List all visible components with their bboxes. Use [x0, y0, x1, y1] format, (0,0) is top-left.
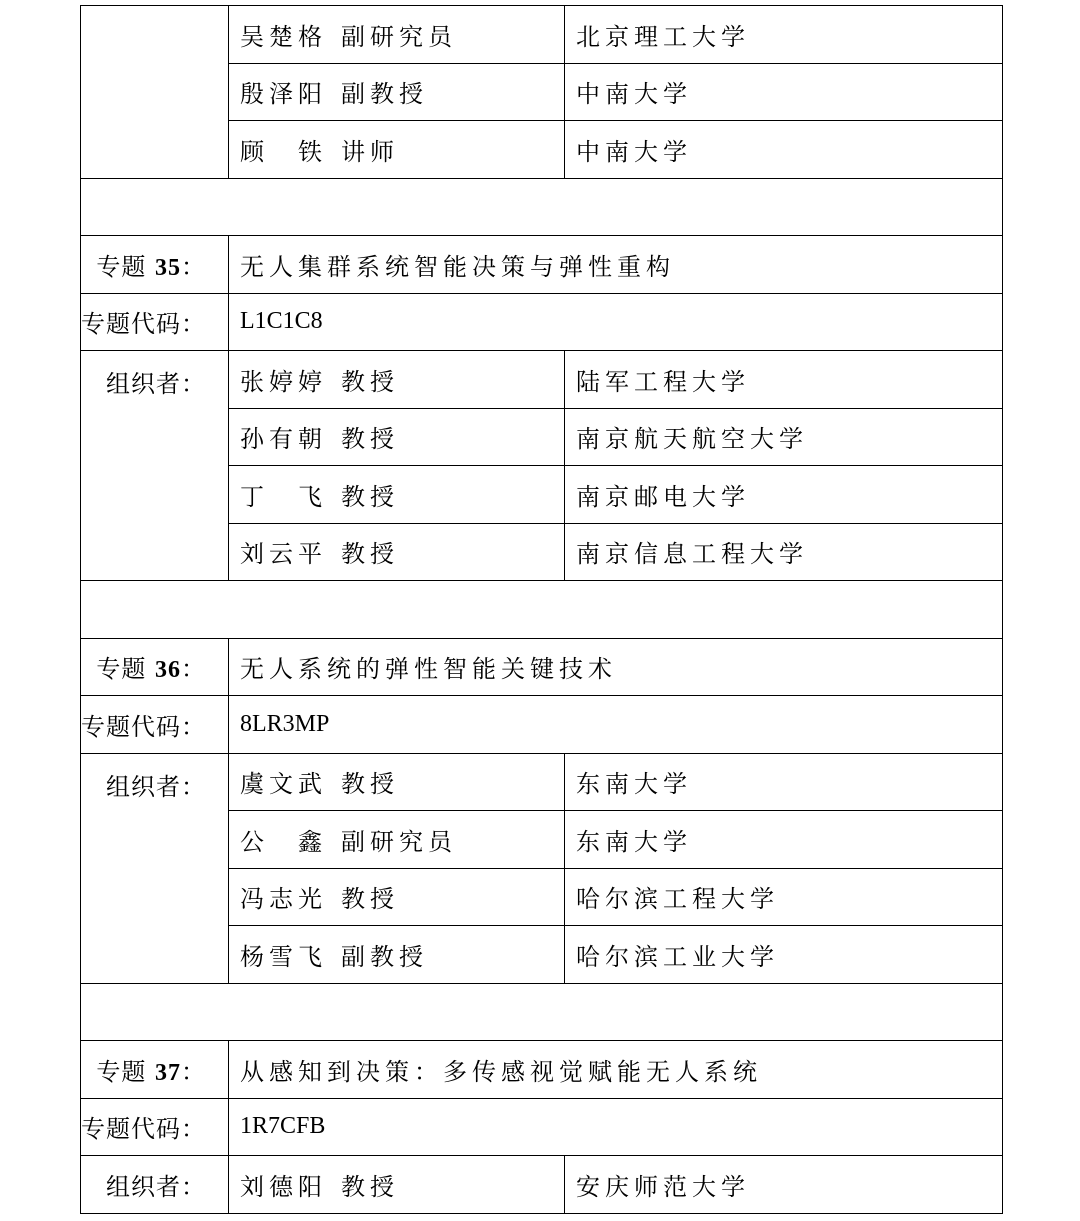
organizer-row [81, 1156, 1003, 1214]
topic-label [81, 638, 229, 696]
organizer-org: 哈尔滨工业大学 [565, 926, 1003, 984]
topic-number: 36 [155, 657, 181, 684]
topic-code-row [81, 696, 1003, 754]
organizer-org: 东南大学 [565, 753, 1003, 811]
code-label: 专题代码： [81, 1098, 229, 1156]
organizer-org: 安庆师范大学 [565, 1156, 1003, 1214]
topic-title-row [81, 1041, 1003, 1099]
topic-prefix: 专题 [96, 655, 147, 684]
topic-label [81, 236, 229, 294]
organizer-org: 中南大学 [565, 121, 1003, 179]
organizer-name: 吴楚格 [240, 22, 327, 51]
organizer-label-cell-continued [81, 6, 229, 179]
topic-title-row [81, 638, 1003, 696]
topic-code: L1C1C8 [229, 293, 1003, 351]
topic-title-row [81, 236, 1003, 294]
topic-code: 8LR3MP [229, 696, 1003, 754]
organizer-title: 教授 [341, 482, 399, 511]
organizer-org: 南京航天航空大学 [565, 408, 1003, 466]
topic-number: 37 [155, 1059, 181, 1086]
topic-title: 无人集群系统智能决策与弹性重构 [229, 236, 1003, 294]
organizer-org: 哈尔滨工程大学 [565, 868, 1003, 926]
organizer-title: 副教授 [341, 80, 428, 109]
organizer-name: 丁 飞 [240, 482, 327, 511]
organizer-org: 南京邮电大学 [565, 466, 1003, 524]
spacer-row [81, 983, 1003, 1041]
topic-number: 35 [155, 254, 181, 281]
topic-code-row [81, 293, 1003, 351]
organizer-name: 杨雪飞 [240, 942, 327, 971]
topic-code-row [81, 1098, 1003, 1156]
organizer-title: 教授 [341, 1172, 399, 1201]
organizer-person [229, 6, 565, 64]
organizer-person [229, 408, 565, 466]
organizer-person [229, 811, 565, 869]
organizer-name: 冯志光 [240, 885, 327, 914]
topics-table [80, 5, 1003, 1214]
organizer-person [229, 121, 565, 179]
organizer-name: 虞文武 [240, 770, 327, 799]
organizer-person [229, 868, 565, 926]
organizer-title: 教授 [341, 425, 399, 454]
organizer-person [229, 523, 565, 581]
topic-suffix: ： [181, 1057, 206, 1086]
organizer-name: 公 鑫 [240, 827, 327, 856]
spacer-row [81, 581, 1003, 639]
organizer-title: 教授 [341, 540, 399, 569]
code-label: 专题代码： [81, 696, 229, 754]
spacer-cell [81, 581, 1003, 639]
organizer-title: 教授 [341, 367, 399, 396]
organizers-label: 组织者： [81, 351, 229, 581]
organizer-org: 南京信息工程大学 [565, 523, 1003, 581]
organizer-title: 讲师 [341, 137, 399, 166]
topic-title: 无人系统的弹性智能关键技术 [229, 638, 1003, 696]
spacer-row [81, 178, 1003, 236]
topic-code: 1R7CFB [229, 1098, 1003, 1156]
organizer-name: 刘云平 [240, 540, 327, 569]
spacer-cell [81, 983, 1003, 1041]
organizer-org: 陆军工程大学 [565, 351, 1003, 409]
organizer-person [229, 753, 565, 811]
organizer-title: 教授 [341, 770, 399, 799]
organizer-org: 中南大学 [565, 63, 1003, 121]
organizer-title: 副教授 [341, 942, 428, 971]
organizer-name: 孙有朝 [240, 425, 327, 454]
organizer-row [81, 6, 1003, 64]
topic-suffix: ： [181, 252, 206, 281]
organizers-label: 组织者： [81, 753, 229, 983]
organizer-name: 殷泽阳 [240, 80, 327, 109]
organizer-person [229, 926, 565, 984]
topic-suffix: ： [181, 655, 206, 684]
organizer-name: 张婷婷 [240, 367, 327, 396]
organizer-title: 教授 [341, 885, 399, 914]
organizer-person [229, 466, 565, 524]
spacer-cell [81, 178, 1003, 236]
organizer-name: 刘德阳 [240, 1172, 327, 1201]
organizer-person [229, 351, 565, 409]
organizer-person [229, 1156, 565, 1214]
organizer-name: 顾 铁 [240, 137, 327, 166]
organizers-label: 组织者： [81, 1156, 229, 1214]
topic-label [81, 1041, 229, 1099]
organizer-title: 副研究员 [341, 22, 457, 51]
code-label: 专题代码： [81, 293, 229, 351]
organizer-person [229, 63, 565, 121]
organizer-row [81, 753, 1003, 811]
organizer-org: 北京理工大学 [565, 6, 1003, 64]
organizer-title: 副研究员 [341, 827, 457, 856]
topic-prefix: 专题 [96, 1057, 147, 1086]
organizer-org: 东南大学 [565, 811, 1003, 869]
topic-prefix: 专题 [96, 252, 147, 281]
organizer-row [81, 351, 1003, 409]
topic-title: 从感知到决策：多传感视觉赋能无人系统 [229, 1041, 1003, 1099]
